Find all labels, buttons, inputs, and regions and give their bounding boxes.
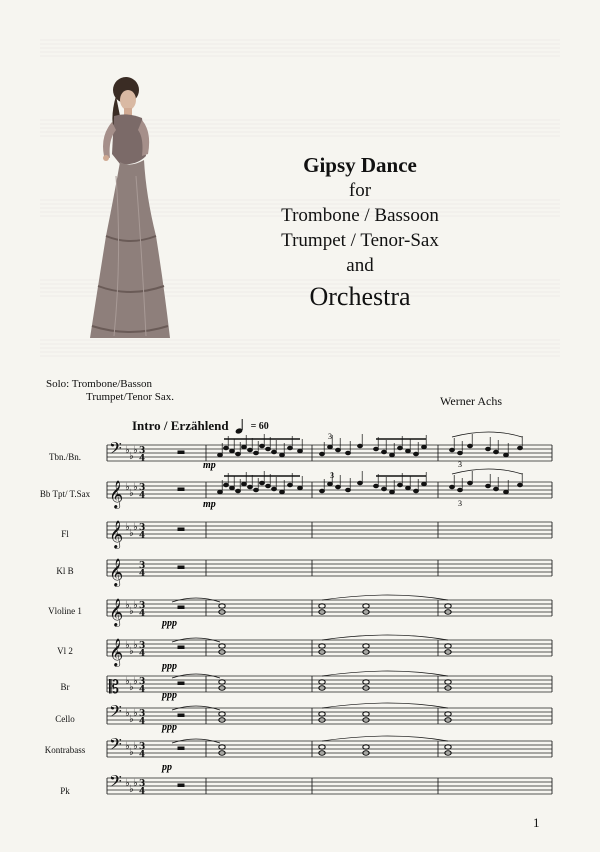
note-head [518, 483, 523, 487]
note-head [328, 445, 333, 449]
note-head [242, 482, 247, 486]
whole-note [219, 712, 225, 716]
time-signature: 4 [139, 787, 146, 797]
flat-icon: ♭ [133, 676, 138, 687]
rest-icon [178, 528, 184, 531]
time-signature: 4 [139, 609, 146, 619]
tuplet-number: 3 [458, 499, 462, 508]
note-head [382, 450, 387, 454]
tuplet-number: 3 [328, 432, 332, 441]
time-signature: 3 [139, 742, 146, 752]
note-head [504, 453, 509, 457]
note-head [346, 488, 351, 492]
flat-icon: ♭ [125, 522, 130, 533]
note-head [336, 448, 341, 452]
flat-icon: ♭ [125, 778, 130, 789]
note-head [280, 453, 285, 457]
flat-icon: ♭ [129, 646, 134, 657]
bass-clef-icon: 𝄢 [109, 771, 122, 795]
whole-note [445, 604, 451, 608]
tie [322, 595, 448, 600]
note-head [486, 447, 491, 451]
note-head [230, 486, 235, 490]
dynamic-marking: ppp [162, 722, 177, 733]
instrument-label: Br [60, 682, 70, 692]
flat-icon: ♭ [129, 528, 134, 539]
whole-note [363, 604, 369, 608]
whole-note [319, 745, 325, 749]
note-head [374, 447, 379, 451]
whole-note [219, 644, 225, 648]
note-head [450, 485, 455, 489]
note-head [450, 448, 455, 452]
treble-clef-icon: 𝄞 [109, 520, 124, 548]
note-head [218, 490, 223, 494]
note-head [414, 452, 419, 456]
rest-icon [178, 566, 184, 569]
dynamic-marking: pp [162, 762, 172, 773]
whole-note [219, 604, 225, 608]
note-head [346, 451, 351, 455]
note-head [406, 486, 411, 490]
flat-icon: ♭ [129, 714, 134, 725]
instrument-label: Bb Tpt/ T.Sax [39, 489, 91, 499]
note-head [398, 483, 403, 487]
instrument-label: Kontrabass [44, 745, 86, 755]
note-head [374, 484, 379, 488]
bass-clef-icon: 𝄢 [109, 701, 122, 725]
whole-note [219, 680, 225, 684]
note-head [224, 483, 229, 487]
note-head [382, 487, 387, 491]
flat-icon: ♭ [133, 600, 138, 611]
rest-icon [178, 714, 184, 717]
slur [452, 432, 522, 437]
bass-clef-icon: 𝄢 [109, 438, 122, 462]
flat-icon: ♭ [133, 640, 138, 651]
time-signature: 3 [139, 779, 146, 789]
flat-icon: ♭ [129, 488, 134, 499]
tuplet-number: 3 [458, 460, 462, 469]
note-head [298, 449, 303, 453]
note-head [468, 444, 473, 448]
time-signature: 4 [139, 491, 146, 501]
page-number: 1 [533, 815, 540, 830]
whole-note [445, 712, 451, 716]
note-head [406, 449, 411, 453]
whole-note [219, 745, 225, 749]
composer-name: Werner Achs [440, 394, 503, 408]
flat-icon: ♭ [125, 482, 130, 493]
whole-note [445, 745, 451, 749]
flat-icon: ♭ [125, 640, 130, 651]
note-head [458, 488, 463, 492]
title-orchestra: Orchestra [309, 282, 411, 311]
flat-icon: ♭ [125, 445, 130, 456]
note-head [320, 489, 325, 493]
note-head [224, 446, 229, 450]
note-head [336, 485, 341, 489]
note-head [272, 450, 277, 454]
time-signature: 4 [139, 649, 146, 659]
note-head [494, 487, 499, 491]
flat-icon: ♭ [129, 451, 134, 462]
note-head [298, 486, 303, 490]
note-head [218, 453, 223, 457]
rest-icon [178, 451, 184, 454]
piece-title: Gipsy Dance [303, 153, 417, 177]
time-signature: 3 [139, 709, 146, 719]
dynamic-marking: mp [203, 499, 216, 510]
note-head [504, 490, 509, 494]
note-head [358, 481, 363, 485]
whole-note [319, 680, 325, 684]
rest-icon [178, 747, 184, 750]
treble-clef-icon: 𝄞 [109, 598, 124, 626]
flat-icon: ♭ [125, 600, 130, 611]
flat-icon: ♭ [125, 676, 130, 687]
note-head [260, 481, 265, 485]
note-head [254, 451, 259, 455]
tie [322, 635, 448, 640]
title-instruments-1: Trombone / Bassoon [281, 205, 439, 226]
dynamic-marking: ppp [162, 618, 177, 629]
solo-line-1: Solo: Trombone/Basson [46, 378, 153, 390]
title-instruments-2: Trumpet / Tenor-Sax [281, 230, 439, 251]
time-signature: 4 [139, 454, 146, 464]
whole-note [319, 604, 325, 608]
tempo-label: Intro / Erzählend [132, 418, 229, 433]
note-head [288, 483, 293, 487]
note-head [266, 484, 271, 488]
flat-icon: ♭ [133, 778, 138, 789]
title-and: and [346, 255, 374, 276]
flat-icon: ♭ [133, 445, 138, 456]
note-head [398, 446, 403, 450]
flat-icon: ♭ [133, 522, 138, 533]
dynamic-marking: ppp [162, 661, 177, 672]
treble-clef-icon: 𝄞 [109, 558, 124, 586]
tie [322, 736, 448, 741]
time-signature: 4 [139, 569, 146, 579]
title-for: for [348, 180, 372, 201]
rest-icon [178, 606, 184, 609]
time-signature: 3 [139, 523, 146, 533]
whole-note [363, 745, 369, 749]
rest-icon [178, 646, 184, 649]
slur [452, 469, 522, 474]
note-head [458, 451, 463, 455]
flat-icon: ♭ [133, 741, 138, 752]
tempo-value: = 60 [250, 420, 269, 432]
time-signature: 3 [139, 483, 146, 493]
tuplet-number: 3 [330, 471, 334, 480]
note-head [494, 450, 499, 454]
instrument-label: Kl B [56, 566, 74, 576]
tie [322, 703, 448, 708]
note-head [242, 445, 247, 449]
instrument-label: Cello [55, 714, 75, 724]
note-head [254, 488, 259, 492]
flat-icon: ♭ [129, 784, 134, 795]
note-head [468, 481, 473, 485]
time-signature: 3 [139, 601, 146, 611]
bass-clef-icon: 𝄢 [109, 734, 122, 758]
note-head [280, 490, 285, 494]
whole-note [445, 680, 451, 684]
rest-icon [178, 488, 184, 491]
note-head [486, 484, 491, 488]
time-signature: 3 [139, 561, 146, 571]
dynamic-marking: ppp [162, 690, 177, 701]
note-head [266, 447, 271, 451]
whole-note [445, 644, 451, 648]
treble-clef-icon: 𝄞 [109, 480, 124, 508]
instrument-label: Tbn./Bn. [48, 452, 81, 462]
note-head [288, 446, 293, 450]
flat-icon: ♭ [129, 747, 134, 758]
note-head [236, 452, 241, 456]
whole-note [319, 712, 325, 716]
note-head [390, 490, 395, 494]
whole-note [319, 644, 325, 648]
tie [322, 671, 448, 676]
note-head [328, 482, 333, 486]
whole-note [363, 712, 369, 716]
note-head [358, 444, 363, 448]
alto-clef-icon: 𝄡 [109, 677, 120, 698]
flat-icon: ♭ [133, 482, 138, 493]
flat-icon: ♭ [133, 708, 138, 719]
note-head [414, 489, 419, 493]
note-head [248, 485, 253, 489]
instrument-label: Vl 2 [57, 646, 73, 656]
flat-icon: ♭ [125, 708, 130, 719]
instrument-label: Vloline 1 [48, 606, 82, 616]
note-head [422, 445, 427, 449]
note-head [272, 487, 277, 491]
rest-icon [178, 682, 184, 685]
instrument-label: Pk [60, 786, 70, 796]
note-head [236, 489, 241, 493]
time-signature: 3 [139, 446, 146, 456]
time-signature: 4 [139, 717, 146, 727]
solo-line-2: Trumpet/Tenor Sax. [86, 391, 175, 403]
time-signature: 4 [139, 531, 146, 541]
whole-note [363, 680, 369, 684]
dynamic-marking: mp [203, 460, 216, 471]
instrument-label: Fl [61, 529, 69, 539]
note-head [518, 446, 523, 450]
flat-icon: ♭ [125, 741, 130, 752]
time-signature: 3 [139, 641, 146, 651]
note-head [248, 448, 253, 452]
flat-icon: ♭ [129, 682, 134, 693]
note-head [320, 452, 325, 456]
note-head [260, 444, 265, 448]
time-signature: 4 [139, 685, 146, 695]
time-signature: 3 [139, 677, 146, 687]
note-head [230, 449, 235, 453]
time-signature: 4 [139, 750, 146, 760]
rest-icon [178, 784, 184, 787]
note-head [422, 482, 427, 486]
treble-clef-icon: 𝄞 [109, 638, 124, 666]
flat-icon: ♭ [129, 606, 134, 617]
note-head [390, 453, 395, 457]
whole-note [363, 644, 369, 648]
